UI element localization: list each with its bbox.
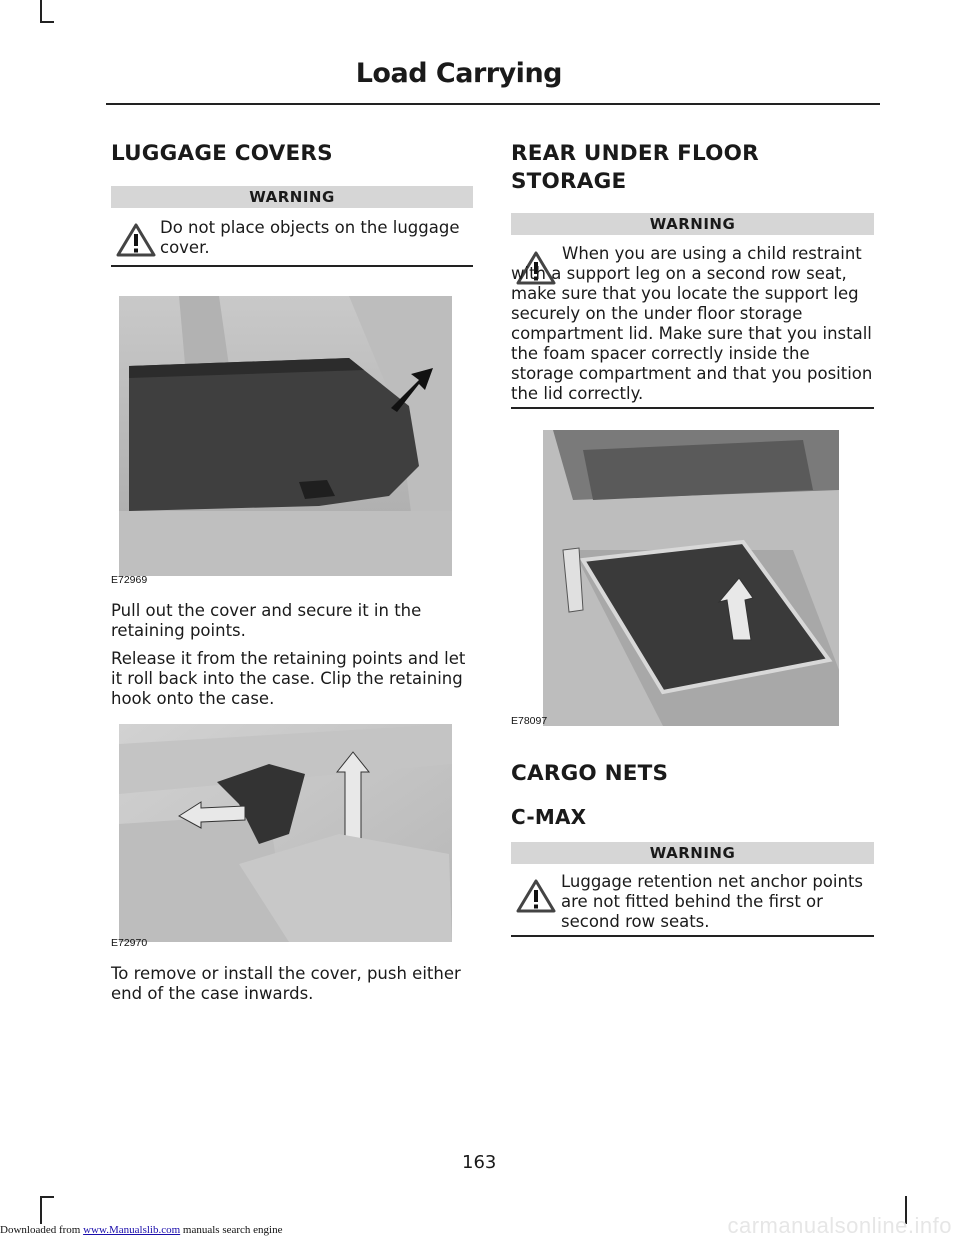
section-heading-cargo-nets: CARGO NETS [511, 761, 669, 786]
warning-text: Luggage retention net anchor points are not fitted behind the first or second row seats. [561, 872, 864, 931]
figure-code: E78097 [511, 715, 548, 727]
paragraph: Release it from the retaining points and let it roll back into the case. Clip the retaining hook onto the case. [111, 649, 466, 708]
subheading-c-max: C-MAX [511, 805, 587, 829]
cover-case-illustration [119, 724, 452, 942]
warning-rule [511, 935, 874, 937]
section-heading-luggage-covers: LUGGAGE COVERS [111, 141, 333, 166]
footer-suffix: manuals search engine [182, 1224, 283, 1236]
chapter-title: Load Carrying [355, 58, 562, 89]
figure-code: E72969 [111, 574, 148, 586]
heading-line: REAR UNDER FLOOR [511, 141, 759, 166]
warning-text: Do not place objects on the luggage cover. [160, 218, 460, 257]
crop-mark [40, 1196, 54, 1198]
warning-triangle-icon [516, 878, 556, 914]
manualslib-link[interactable]: www.Manualslib.com [83, 1224, 181, 1236]
crop-mark [40, 21, 54, 23]
paragraph: To remove or install the cover, push either end of the case inwards. [111, 964, 461, 1003]
warning-text: When you are using a child restraint with a support leg on a second row seat, make sure that you locate the support leg securely on the under floor storage compartment lid. Make sure that you install the foam spacer correctly inside the storage compartment and that you position the lid correctly. [511, 244, 873, 403]
heading-line: STORAGE [511, 169, 627, 194]
figure-luggage-cover-case [119, 724, 452, 942]
luggage-cover-illustration [119, 296, 452, 576]
warning-label-bar: WARNING [511, 213, 874, 235]
warning-rule [511, 407, 874, 409]
footer-prefix: Downloaded from [0, 1224, 81, 1236]
crop-mark [40, 0, 42, 22]
figure-luggage-cover-pull [119, 296, 452, 576]
warning-rule [111, 265, 473, 267]
warning-label-bar: WARNING [111, 186, 473, 208]
watermark: carmanualsonline.info [727, 1213, 952, 1238]
warning-triangle-icon [116, 222, 156, 258]
crop-mark [40, 1196, 42, 1224]
warning-label-bar: WARNING [511, 842, 874, 864]
download-footer [0, 1224, 282, 1236]
header-rule [106, 103, 880, 105]
page-number: 163 [462, 1152, 497, 1173]
paragraph: Pull out the cover and secure it in the retaining points. [111, 601, 422, 640]
figure-code: E72970 [111, 937, 148, 949]
under-floor-storage-illustration [543, 430, 839, 726]
figure-under-floor-storage [543, 430, 839, 726]
section-heading-rear-under-floor [511, 140, 759, 196]
